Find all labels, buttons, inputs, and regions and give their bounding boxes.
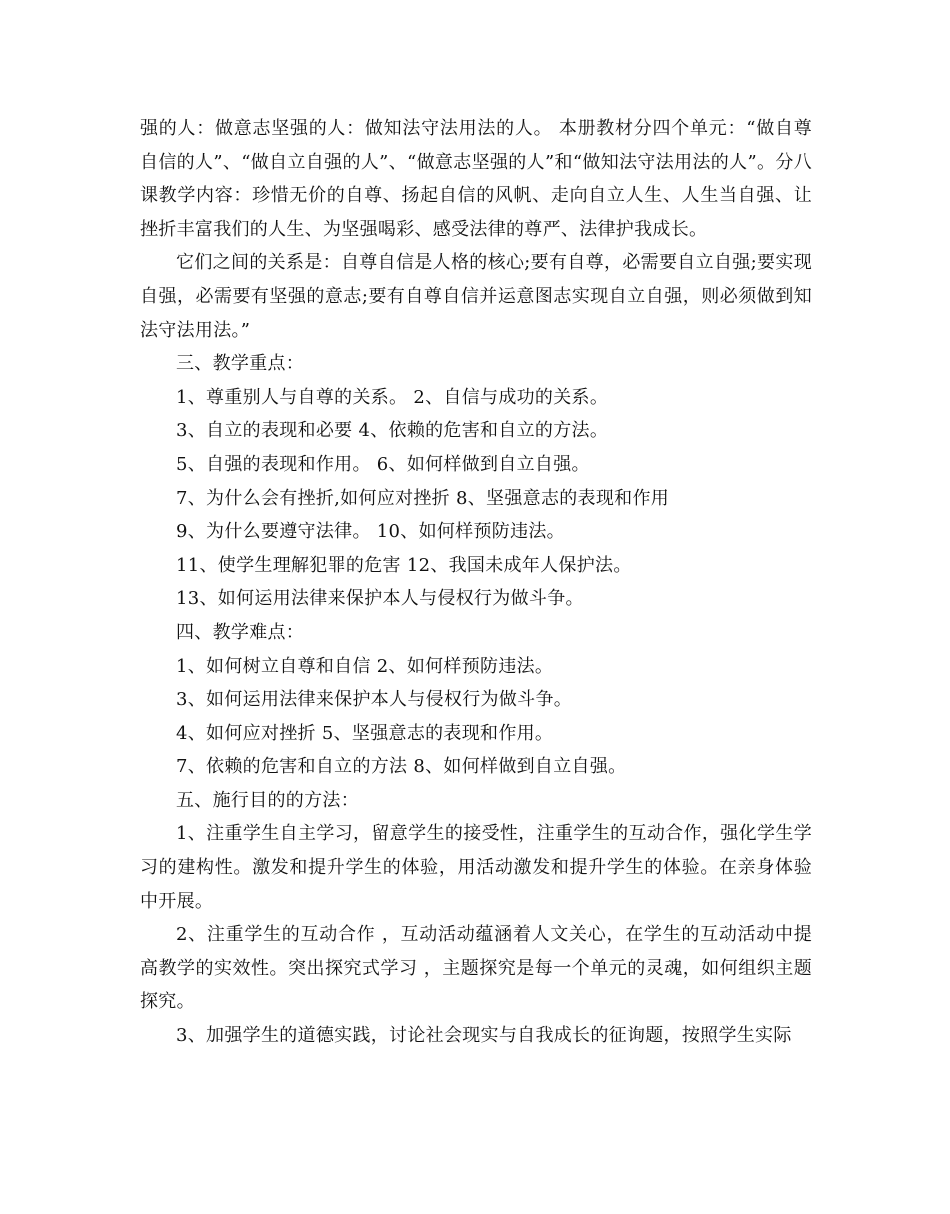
section-heading: 三、教学重点：	[176, 353, 305, 375]
paragraph: 强的人：做意志坚强的人：做知法守法用法的人。 本册教材分四个单元：“做自尊自信的人”、“做自立自强的人”、“做意志坚强的人”和“做知法守法用法的人”。分八课教学内容：珍惜无价的自尊、扬起自信的风帆、走向自立人生、人生当自强、让挫折丰富我们的人生、为坚强喝彩、感受法律的尊严、法律护我成长。	[140, 118, 812, 240]
list-item: 3、自立的表现和必要 4、依赖的危害和自立的方法。	[176, 420, 609, 442]
list-item: 11、使学生理解犯罪的危害 12、我国未成年人保护法。	[176, 554, 632, 576]
paragraph: 1、注重学生自主学习，留意学生的接受性，注重学生的互动合作，强化学生学习的建构性。激发和提升学生的体验，用活动激发和提升学生的体验。在亲身体验中开展。	[140, 823, 812, 912]
paragraph: 它们之间的关系是：自尊自信是人格的核心;要有自尊，必需要自立自强;要实现自强，必需要有坚强的意志;要有自尊自信并运意图志实现自立自强，则必须做到知法守法用法。”	[140, 252, 812, 341]
list-item: 1、如何树立自尊和自信 2、如何样预防违法。	[176, 655, 554, 677]
section-heading: 五、施行目的的方法：	[176, 789, 359, 811]
list-item: 7、为什么会有挫折,如何应对挫折 8、坚强意志的表现和作用	[176, 487, 670, 509]
list-item: 13、如何运用法律来保护本人与侵权行为做斗争。	[176, 588, 584, 610]
list-item: 1、尊重别人与自尊的关系。 2、自信与成功的关系。	[176, 386, 609, 408]
list-item: 4、如何应对挫折 5、坚强意志的表现和作用。	[176, 722, 554, 744]
paragraph: 2、注重学生的互动合作 ，互动活动蕴涵着人文关心，在学生的互动活动中提高教学的实效性。突出探究式学习 ，主题探究是每一个单元的灵魂，如何组织主题探究。	[140, 924, 812, 1013]
document-body	[140, 112, 812, 1053]
list-item: 5、自强的表现和作用。 6、如何样做到自立自强。	[176, 453, 590, 475]
list-item: 3、如何运用法律来保护本人与侵权行为做斗争。	[176, 689, 573, 711]
list-item: 7、依赖的危害和自立的方法 8、如何样做到自立自强。	[176, 756, 627, 778]
list-item: 9、为什么要遵守法律。 10、如何样预防违法。	[176, 521, 565, 543]
section-heading: 四、教学难点：	[176, 621, 305, 643]
paragraph: 3、加强学生的道德实践，讨论社会现实与自我成长的征询题，按照学生实际	[176, 1025, 792, 1047]
